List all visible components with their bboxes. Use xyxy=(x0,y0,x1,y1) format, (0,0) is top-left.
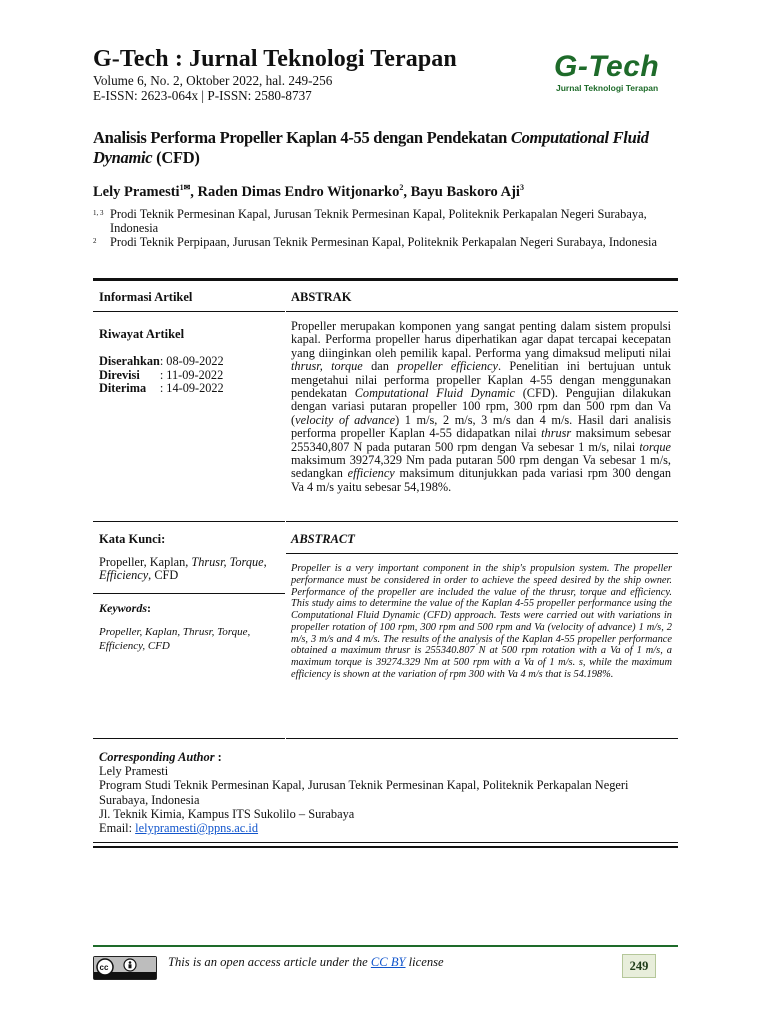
corr-name: Lely Pramesti xyxy=(99,764,169,779)
email-link[interactable]: lelypramesti@ppns.ac.id xyxy=(135,821,259,836)
left-divider xyxy=(93,521,285,522)
left-divider xyxy=(93,593,285,594)
corr-dept: Program Studi Teknik Permesinan Kapal, Jurusan Teknik Permesinan Kapal, Politeknik Perkapalan Negeri Surabaya, Indonesia xyxy=(99,778,629,807)
section-rule xyxy=(93,278,678,281)
history-table: Diserahkan : 08-09-2022 Direvisi : 11-09-2022 Diterima : 14-09-2022 xyxy=(99,354,224,396)
right-divider xyxy=(286,553,678,554)
section-rule xyxy=(93,842,678,843)
kata-kunci-heading: Kata Kunci: xyxy=(99,532,166,546)
volume-line: Volume 6, No. 2, Oktober 2022, hal. 249-256 xyxy=(93,73,333,88)
journal-logo xyxy=(554,52,676,93)
abstrak-body: Propeller merupakan komponen yang sangat penting dalam sistem propulsi kapal. Performa propeller harus diperhatikan agar dapat tercapai kecepatan yang diinginkan oleh pemilik kapal. Performa yang dimaksud meliputi nilai thrusr, torque dan propeller efficiency. Penelitian ini bertujuan untuk mengetahui nilai performa propeller Kaplan 4-55 dengan menggunakan pendekatan Computational Fluid Dynamic (CFD). Pengujian dilakukan dengan variasi putaran propeller 100 rpm, 300 rpm dan 500 rpm dan Va (velocity of advance) 1 m/s, 2 m/s, 3 m/s dan 4 m/s. Hasil dari analisis performa propeller Kaplan 4-55 didapatkan nilai thrusr maksimum sebesar 255340,807 N pada putaran 500 rpm dengan Va sebesar 1 m/s, nilai torque maksimum 39274,329 Nm pada putaran 500 rpm dengan Va sebesar 1 m/s, sedangkan efficiency maksimum ditunjukkan pada variasi rpm 300 dengan Va 4 m/s yaitu sebesar 54,198%. xyxy=(291,319,672,494)
keywords-heading: Keywords: xyxy=(99,601,151,615)
info-heading: Informasi Artikel xyxy=(99,290,193,304)
corr-address: Jl. Teknik Kimia, Kampus ITS Sukolilo – Surabaya xyxy=(99,806,355,821)
right-divider xyxy=(286,738,678,739)
abstrak-heading: ABSTRAK xyxy=(291,290,352,304)
kata-kunci-list: Propeller, Kaplan, Thrusr, Torque, Efficiency, CFD xyxy=(99,555,267,583)
page-number: 249 xyxy=(622,954,656,978)
journal-title: G-Tech : Jurnal Teknologi Terapan xyxy=(93,46,457,72)
article-title: Analisis Performa Propeller Kaplan 4-55 dengan Pendekatan Computational Fluid Dynamic (CFD) xyxy=(93,128,649,167)
corresponding-author: Corresponding Author : Lely Pramesti Program Studi Teknik Permesinan Kapal, Jurusan Teknik Permesinan Kapal, Politeknik Perkapalan Negeri Surabaya, Indonesia Jl. Teknik Kimia, Kampus ITS Sukolilo – Surabaya Email: lelypramesti@ppns.ac.id xyxy=(99,750,679,835)
section-rule xyxy=(93,846,678,848)
svg-text:cc: cc xyxy=(99,963,109,972)
left-divider xyxy=(93,738,285,739)
corr-email-line: Email: lelypramesti@ppns.ac.id xyxy=(99,821,259,836)
keywords-list: Propeller, Kaplan, Thrusr, Torque, Efficiency, CFD xyxy=(99,626,251,652)
left-divider xyxy=(93,311,285,312)
author-list: Lely Pramesti$^{1✉}$, Raden Dimas Endro Witjonarko$^2$, Bayu Baskoro Aji$^3$ xyxy=(93,183,524,200)
affiliation-1: 1, 3 Prodi Teknik Permesinan Kapal, Jurusan Teknik Permesinan Kapal, Politeknik Perkapalan Negeri Surabaya, Indonesia xyxy=(93,207,647,235)
history-heading: Riwayat Artikel xyxy=(99,327,185,341)
abstract-body: Propeller is a very important component in the ship's propulsion system. The propeller performance must be considered in order to achieve the speed desired by the ship owner. Performance of the propeller are included the value of the thrusr, torque and efficiency. This study aims to determine the value of the Kaplan 4-55 propeller performance using the Computational Fluid Dynamic (CFD) approach. Tests were carried out with variations in propeller rotation of 100 rpm, 300 rpm and 500 rpm and Va (velocity of advance) 1 m/s, 2 m/s, 3 m/s and 4 m/s. The results of the analysis of the Kaplan 4-55 propeller performance obtained a maximum thrusr is 255340.807 N at 500 rpm rotation with a Va of 1 m/s, a maximum torque is 39274.329 Nm at 500 rpm with a Va of 1 m/s. s, while the maximum efficiency is shown at the variation of rpm 300 with Va 4 m/s that is 54.198%. xyxy=(291,563,672,680)
license-text: This is an open access article under the CC BY license xyxy=(168,955,444,969)
issn-line: E-ISSN: 2623-064x | P-ISSN: 2580-8737 xyxy=(93,88,312,103)
logo-subtitle: Jurnal Teknologi Terapan xyxy=(556,83,659,93)
affiliation-2: 2 Prodi Teknik Perpipaan, Jurusan Teknik Permesinan Kapal, Politeknik Perkapalan Negeri Surabaya, Indonesia xyxy=(93,235,657,249)
cc-by-link[interactable]: CC BY xyxy=(370,955,406,969)
cc-badge-graphic xyxy=(94,957,156,979)
right-divider xyxy=(286,311,678,312)
right-divider xyxy=(286,521,678,522)
footer-rule xyxy=(93,945,678,947)
abstract-heading: ABSTRACT xyxy=(291,532,355,546)
logo-text: G-Tech xyxy=(554,50,660,83)
cc-by-badge-icon[interactable] xyxy=(93,956,157,980)
